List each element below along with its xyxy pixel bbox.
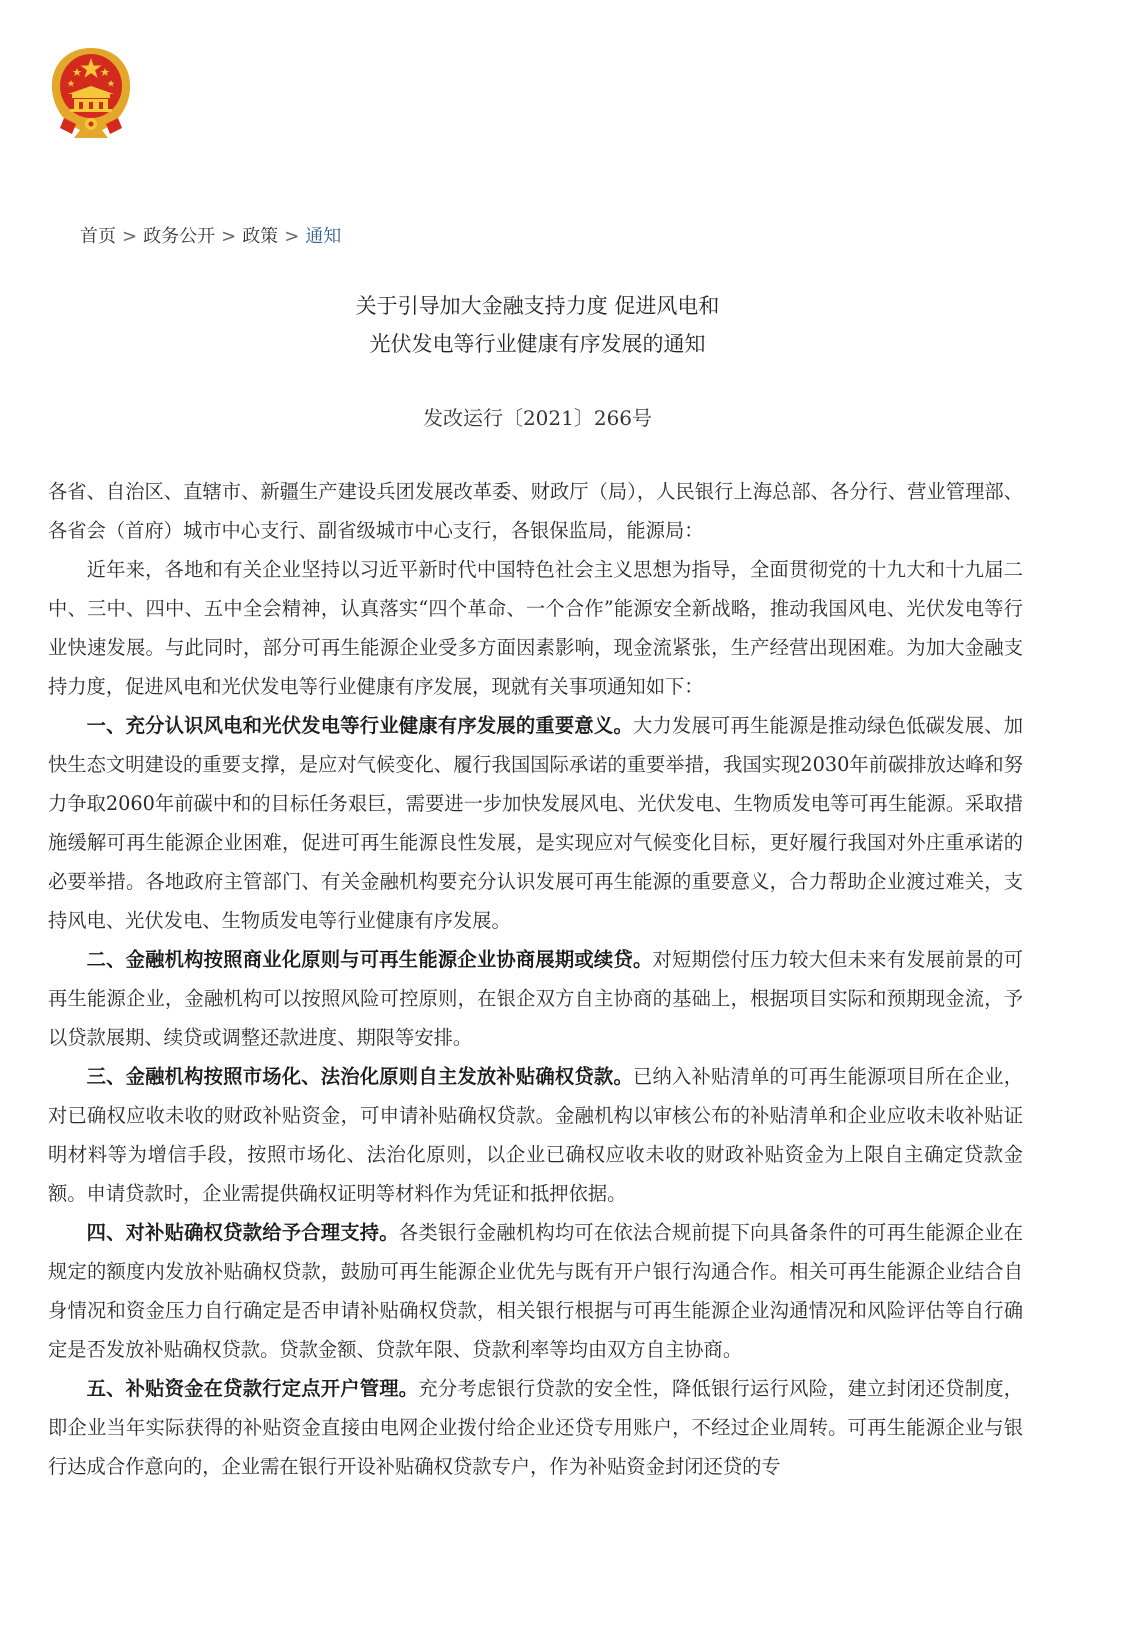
- document-body: [48, 472, 1023, 1486]
- breadcrumb-separator: >: [122, 226, 138, 247]
- breadcrumb-separator: >: [284, 226, 300, 247]
- section-heading: 二、金融机构按照商业化原则与可再生能源企业协商展期或续贷。: [86, 948, 653, 971]
- breadcrumb-notice-link[interactable]: 通知: [305, 226, 342, 247]
- section-heading: 五、补贴资金在贷款行定点开户管理。: [86, 1377, 419, 1400]
- intro-paragraph: 近年来，各地和有关企业坚持以习近平新时代中国特色社会主义思想为指导，全面贯彻党的十九大和十九届二中、三中、四中、五中全会精神，认真落实“四个革命、一个合作”能源安全新战略，推动我国风电、光伏发电等行业快速发展。与此同时，部分可再生能源企业受多方面因素影响，现金流紧张，生产经营出现困难。为加大金融支持力度，促进风电和光伏发电等行业健康有序发展，现就有关事项通知如下：: [48, 558, 1023, 698]
- section-heading: 一、充分认识风电和光伏发电等行业健康有序发展的重要意义。: [86, 714, 633, 737]
- section-text: 大力发展可再生能源是推动绿色低碳发展、加快生态文明建设的重要支撑，是应对气候变化、履行我国国际承诺的重要举措，我国实现2030年前碳排放达峰和努力争取2060年前碳中和的目标任务艰巨，需要进一步加快发展风电、光伏发电、生物质发电等可再生能源。采取措施缓解可再生能源企业困难，促进可再生能源良性发展，是实现应对气候变化目标，更好履行我国对外庄重承诺的必要举措。各地政府主管部门、有关金融机构要充分认识发展可再生能源的重要意义，合力帮助企业渡过难关，支持风电、光伏发电、生物质发电等行业健康有序发展。: [48, 714, 1024, 932]
- section-text: 已纳入补贴清单的可再生能源项目所在企业，对已确权应收未收的财政补贴资金，可申请补贴确权贷款。金融机构以审核公布的补贴清单和企业应收未收补贴证明材料等为增信手段，按照市场化、法治化原则，以企业已确权应收未收的财政补贴资金为上限自主确定贷款金额。申请贷款时，企业需提供确权证明等材料作为凭证和抵押依据。: [48, 1065, 1024, 1205]
- section-paragraph: [48, 1057, 1023, 1213]
- section-paragraph: [48, 706, 1023, 940]
- document-number: 发改运行〔2021〕266号: [422, 406, 653, 430]
- section-text: 充分考虑银行贷款的安全性，降低银行运行风险，建立封闭还贷制度，即企业当年实际获得的补贴资金直接由电网企业拨付给企业还贷专用账户，不经过企业周转。可再生能源企业与银行达成合作意向的，企业需在银行开设补贴确权贷款专户，作为补贴资金封闭还贷的专: [48, 1377, 1024, 1478]
- section-paragraph: [48, 1213, 1023, 1369]
- section-heading: 四、对补贴确权贷款给予合理支持。: [86, 1221, 399, 1244]
- document-title-line2: 光伏发电等行业健康有序发展的通知: [369, 332, 706, 356]
- recipients-paragraph: 各省、自治区、直辖市、新疆生产建设兵团发展改革委、财政厅（局），人民银行上海总部、各分行、营业管理部、各省会（首府）城市中心支行、副省级城市中心支行，各银保监局，能源局：: [48, 480, 1023, 542]
- national-emblem-icon: [46, 44, 136, 140]
- section-paragraph: [48, 1369, 1023, 1486]
- breadcrumb: [80, 222, 341, 248]
- section-heading: 三、金融机构按照市场化、法治化原则自主发放补贴确权贷款。: [86, 1065, 633, 1088]
- breadcrumb-home-link[interactable]: 首页: [80, 226, 116, 247]
- document-title-line1: 关于引导加大金融支持力度 促进风电和: [355, 294, 720, 318]
- section-text: 对短期偿付压力较大但未来有发展前景的可再生能源企业，金融机构可以按照风险可控原则，在银企双方自主协商的基础上，根据项目实际和预期现金流，予以贷款展期、续贷或调整还款进度、期限等安排。: [48, 948, 1024, 1049]
- section-paragraph: [48, 940, 1023, 1057]
- breadcrumb-gov-affairs-link[interactable]: 政务公开: [143, 226, 216, 247]
- breadcrumb-separator: >: [221, 226, 237, 247]
- breadcrumb-policy-link[interactable]: 政策: [242, 226, 279, 247]
- section-text: 各类银行金融机构均可在依法合规前提下向具备条件的可再生能源企业在规定的额度内发放补贴确权贷款，鼓励可再生能源企业优先与既有开户银行沟通合作。相关可再生能源企业结合自身情况和资金压力自行确定是否申请补贴确权贷款，相关银行根据与可再生能源企业沟通情况和风险评估等自行确定是否发放补贴确权贷款。贷款金额、贷款年限、贷款利率等均由双方自主协商。: [48, 1221, 1024, 1361]
